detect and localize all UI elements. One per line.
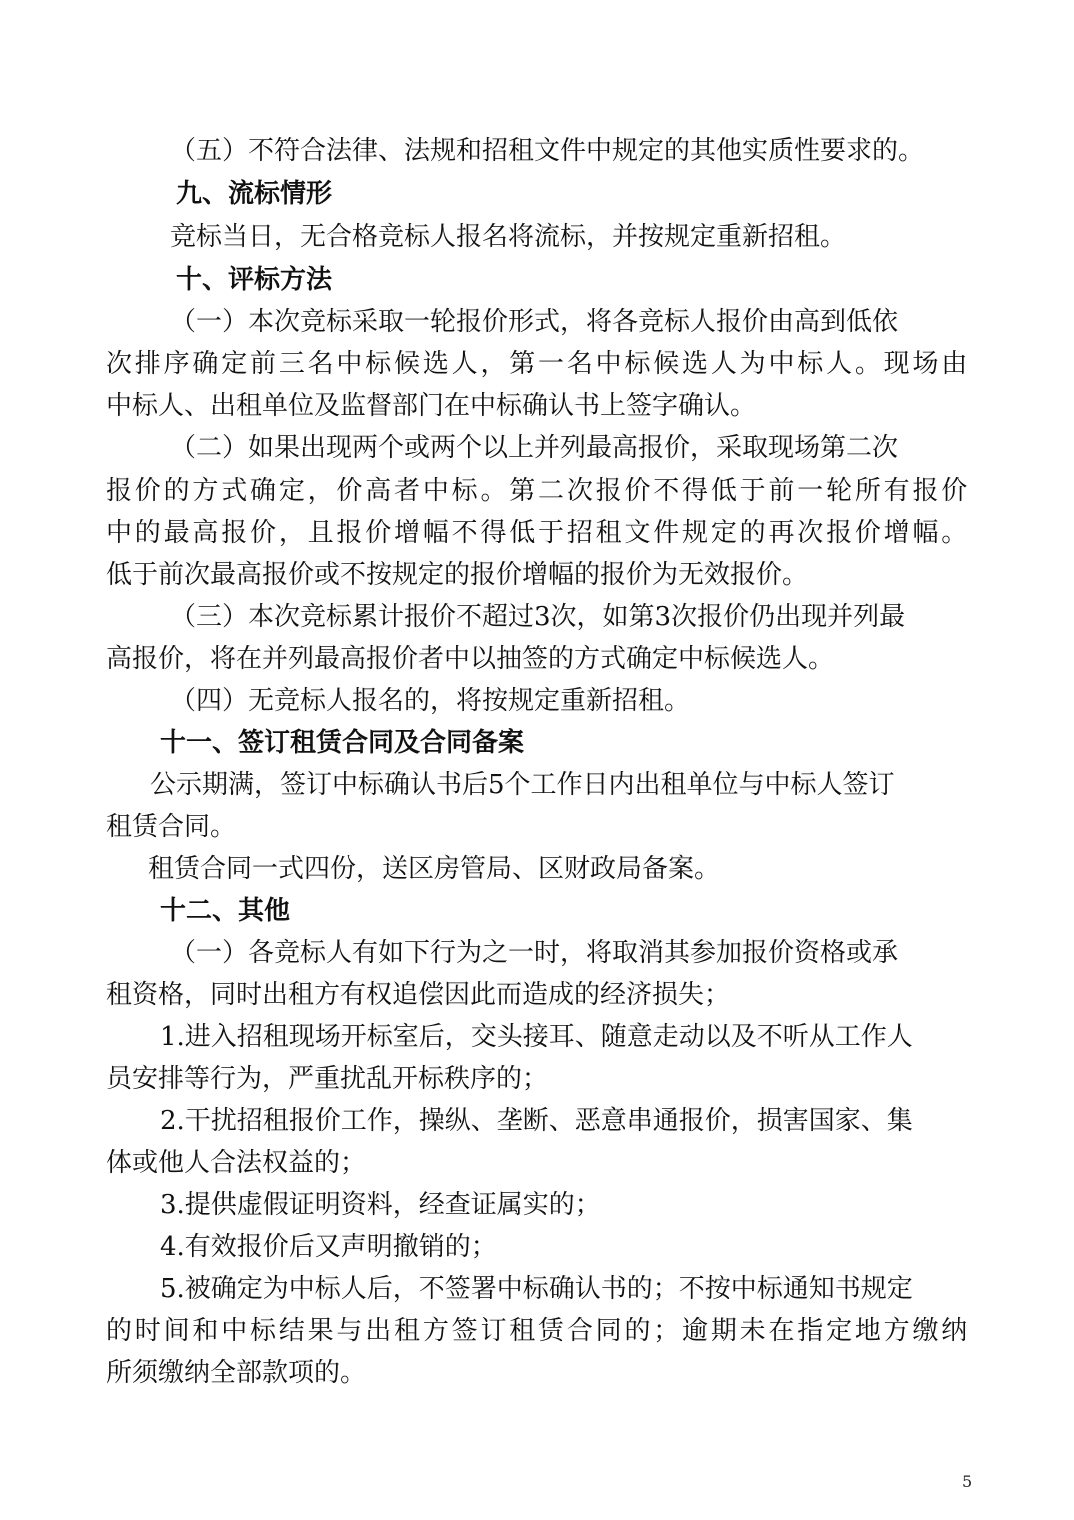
text-line: 体或他人合法权益的； bbox=[106, 1148, 367, 1178]
section-heading: 十、评标方法 bbox=[176, 265, 333, 295]
text-line: 员安排等行为，严重扰乱开标秩序的； bbox=[106, 1064, 549, 1094]
text-line: 租赁合同一式四份，送区房管局、区财政局备案。 bbox=[148, 854, 721, 884]
text-line: 1.进入招租现场开标室后，交头接耳、随意走动以及不听从工作人 bbox=[160, 1022, 913, 1052]
text-line: （二）如果出现两个或两个以上并列最高报价，采取现场第二次 bbox=[170, 433, 899, 463]
section-heading: 九、流标情形 bbox=[176, 179, 333, 209]
text-line: （五）不符合法律、法规和招租文件中规定的其他实质性要求的。 bbox=[170, 136, 925, 166]
text-line: 5.被确定为中标人后，不签署中标确认书的；不按中标通知书规定 bbox=[160, 1274, 913, 1304]
text-line bbox=[106, 1310, 976, 1352]
text-line: 公示期满，签订中标确认书后5个工作日内出租单位与中标人签订 bbox=[150, 770, 895, 800]
text-line: （一）本次竞标采取一轮报价形式，将各竞标人报价由高到低依 bbox=[170, 307, 899, 337]
section-heading: 十一、签订租赁合同及合同备案 bbox=[160, 728, 525, 758]
line-text: 次排序确定前三名中标候选人，第一名中标候选人为中标人。现场由 bbox=[106, 349, 971, 379]
text-line: 租资格，同时出租方有权追偿因此而造成的经济损失； bbox=[106, 980, 731, 1010]
text-line: （一）各竞标人有如下行为之一时，将取消其参加报价资格或承 bbox=[170, 938, 899, 968]
text-line: （四）无竞标人报名的，将按规定重新招租。 bbox=[170, 686, 691, 716]
text-line: 竞标当日，无合格竞标人报名将流标，并按规定重新招租。 bbox=[170, 222, 847, 252]
text-line: 高报价，将在并列最高报价者中以抽签的方式确定中标候选人。 bbox=[106, 644, 835, 674]
text-line: 租赁合同。 bbox=[106, 812, 237, 842]
text-line: 所须缴纳全部款项的。 bbox=[106, 1358, 367, 1388]
text-line: 3.提供虚假证明资料，经查证属实的； bbox=[160, 1190, 601, 1220]
text-line: （三）本次竞标累计报价不超过3次，如第3次报价仍出现并列最 bbox=[170, 602, 906, 632]
line-text: 的时间和中标结果与出租方签订租赁合同的；逾期未在指定地方缴纳 bbox=[106, 1316, 971, 1346]
text-line: 中标人、出租单位及监督部门在中标确认书上签字确认。 bbox=[106, 391, 757, 421]
text-line bbox=[106, 512, 976, 554]
text-line bbox=[106, 470, 976, 512]
text-line: 低于前次最高报价或不按规定的报价增幅的报价为无效报价。 bbox=[106, 560, 809, 590]
text-line: 2.干扰招租报价工作，操纵、垄断、恶意串通报价，损害国家、集 bbox=[160, 1106, 913, 1136]
section-heading: 十二、其他 bbox=[160, 896, 291, 926]
line-text: 报价的方式确定，价高者中标。第二次报价不得低于前一轮所有报价 bbox=[106, 476, 971, 506]
text-line bbox=[106, 343, 976, 385]
page-number: 5 bbox=[962, 1472, 973, 1491]
text-line: 4.有效报价后又声明撤销的； bbox=[160, 1232, 497, 1262]
line-text: 中的最高报价，且报价增幅不得低于招租文件规定的再次报价增幅。 bbox=[106, 518, 971, 548]
